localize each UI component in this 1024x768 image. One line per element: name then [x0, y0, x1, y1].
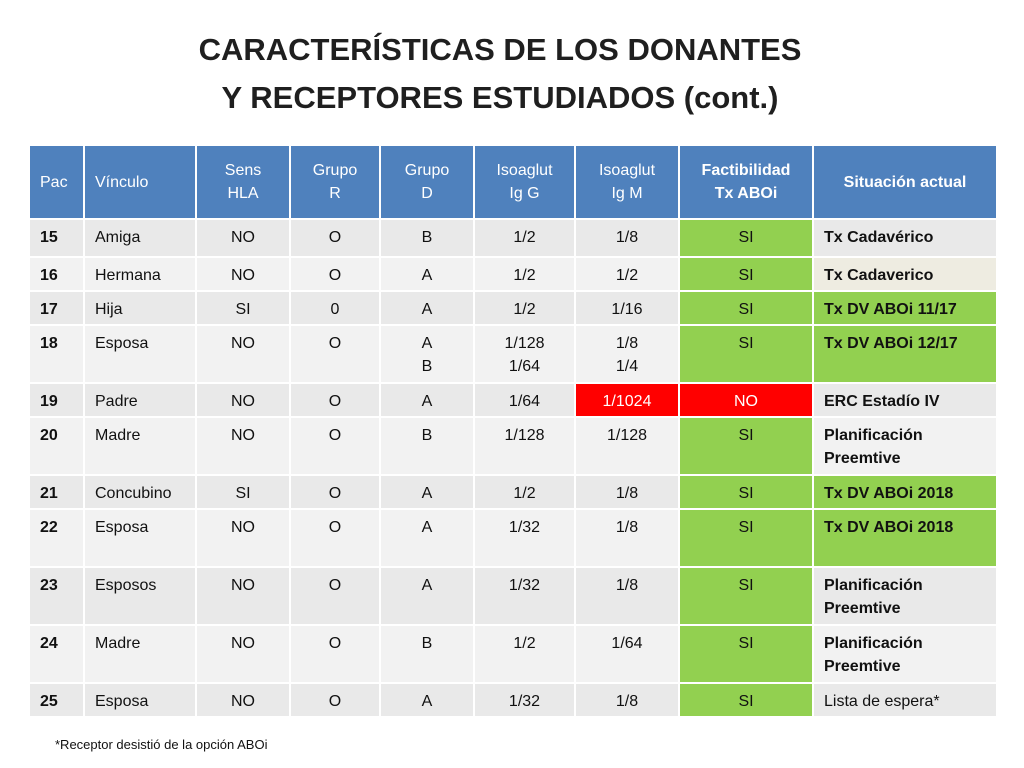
cell-vinculo: Esposa: [84, 509, 196, 567]
cell-situacion: [813, 417, 997, 475]
cell-isoaglut-igm-line: 1/8: [615, 485, 639, 502]
cell-grupo-d: [380, 383, 474, 417]
cell-grupo-d: [380, 325, 474, 383]
cell-isoaglut-igg-line: 1/128: [504, 335, 545, 352]
cell-vinculo: Madre: [84, 417, 196, 475]
cell-grupo-d: [380, 219, 474, 257]
cell-isoaglut-igg: [474, 683, 575, 717]
cell-grupo-d-line: B: [421, 427, 433, 444]
cell-situacion-line: Planificación: [824, 577, 923, 594]
header-isoaglut-igg: [474, 145, 575, 219]
header-vinculo: Vínculo: [84, 145, 196, 219]
donors-receptors-table: [28, 144, 998, 718]
cell-grupo-r: O: [290, 567, 380, 625]
cell-grupo-r: O: [290, 257, 380, 291]
cell-factibilidad: SI: [679, 567, 813, 625]
cell-isoaglut-igg: [474, 383, 575, 417]
cell-sens-hla: NO: [196, 509, 290, 567]
cell-isoaglut-igm: [575, 291, 679, 325]
table-row: [29, 325, 997, 383]
header-sens-hla: [196, 145, 290, 219]
cell-situacion: [813, 475, 997, 509]
cell-factibilidad: SI: [679, 219, 813, 257]
cell-situacion: [813, 219, 997, 257]
cell-isoaglut-igm: [575, 509, 679, 567]
header-factibilidad: [679, 145, 813, 219]
cell-grupo-r: O: [290, 417, 380, 475]
cell-pac: 19: [29, 383, 84, 417]
cell-vinculo: Esposa: [84, 683, 196, 717]
cell-grupo-d: [380, 291, 474, 325]
cell-pac: 15: [29, 219, 84, 257]
cell-isoaglut-igg-line: 1/128: [504, 427, 545, 444]
cell-grupo-d: [380, 625, 474, 683]
cell-vinculo: Esposos: [84, 567, 196, 625]
cell-situacion-line: Tx Cadavérico: [824, 229, 934, 246]
title-line-2: Y RECEPTORES ESTUDIADOS (cont.): [221, 80, 779, 115]
cell-situacion-line: Planificación: [824, 427, 923, 444]
header-grupod-l1: Grupo: [404, 162, 450, 179]
cell-grupo-d: [380, 567, 474, 625]
cell-vinculo: Esposa: [84, 325, 196, 383]
cell-isoaglut-igg-line: 1/32: [508, 693, 541, 710]
cell-pac: 24: [29, 625, 84, 683]
header-grupo-d: [380, 145, 474, 219]
cell-isoaglut-igg-line: 1/32: [508, 577, 541, 594]
cell-grupo-d-line: B: [421, 635, 433, 652]
cell-situacion: [813, 325, 997, 383]
cell-isoaglut-igm-line: 1/8: [615, 519, 639, 536]
header-pac: Pac: [29, 145, 84, 219]
cell-grupo-d-line: A: [421, 393, 433, 410]
cell-isoaglut-igm: [575, 383, 679, 417]
header-igm-l2: Ig M: [611, 185, 643, 202]
cell-isoaglut-igg-line: 1/2: [513, 229, 536, 246]
cell-isoaglut-igg-line: 1/32: [508, 519, 541, 536]
cell-grupo-r: O: [290, 509, 380, 567]
cell-situacion-line: Tx DV ABOi 12/17: [824, 335, 958, 352]
cell-factibilidad: SI: [679, 417, 813, 475]
cell-sens-hla: NO: [196, 219, 290, 257]
cell-situacion: [813, 567, 997, 625]
header-fact-l1: Factibilidad: [701, 162, 791, 179]
cell-vinculo: Madre: [84, 625, 196, 683]
cell-situacion-line: Preemtive: [824, 658, 901, 675]
cell-grupo-r: O: [290, 325, 380, 383]
cell-factibilidad: SI: [679, 291, 813, 325]
cell-grupo-d-line: B: [421, 229, 433, 246]
cell-grupo-r: O: [290, 383, 380, 417]
cell-isoaglut-igm-line: 1/1024: [602, 393, 652, 410]
header-grupor-l1: Grupo: [312, 162, 358, 179]
cell-isoaglut-igg-line: 1/64: [508, 358, 541, 375]
cell-sens-hla: NO: [196, 325, 290, 383]
cell-situacion-line: Tx DV ABOi 2018: [824, 485, 954, 502]
cell-situacion-line: Preemtive: [824, 600, 901, 617]
cell-factibilidad: SI: [679, 475, 813, 509]
cell-situacion: [813, 683, 997, 717]
cell-sens-hla: NO: [196, 625, 290, 683]
cell-isoaglut-igm: [575, 567, 679, 625]
cell-situacion-line: Lista de espera*: [824, 693, 940, 710]
header-sens-l1: Sens: [224, 162, 262, 179]
table-row: [29, 509, 997, 567]
table-row: [29, 625, 997, 683]
cell-pac: 25: [29, 683, 84, 717]
header-fact-l2: Tx ABOi: [714, 185, 778, 202]
cell-pac: 21: [29, 475, 84, 509]
cell-isoaglut-igg-line: 1/2: [513, 635, 536, 652]
cell-isoaglut-igm-line: 1/16: [611, 301, 643, 318]
cell-situacion-line: Tx Cadaverico: [824, 267, 934, 284]
header-sens-l2: HLA: [227, 185, 259, 202]
slide-title: [0, 26, 1000, 122]
cell-sens-hla: SI: [196, 291, 290, 325]
cell-sens-hla: NO: [196, 567, 290, 625]
cell-isoaglut-igg: [474, 325, 575, 383]
cell-pac: 16: [29, 257, 84, 291]
table-row: [29, 383, 997, 417]
cell-isoaglut-igm-line: 1/2: [615, 267, 639, 284]
cell-grupo-r: O: [290, 475, 380, 509]
cell-sens-hla: NO: [196, 683, 290, 717]
table-row: [29, 567, 997, 625]
header-grupo-r: [290, 145, 380, 219]
cell-situacion-line: Tx DV ABOi 2018: [824, 519, 954, 536]
cell-sens-hla: NO: [196, 383, 290, 417]
cell-vinculo: Padre: [84, 383, 196, 417]
header-igg-l1: Isoaglut: [496, 162, 553, 179]
cell-grupo-d-line: A: [421, 519, 433, 536]
cell-isoaglut-igm: [575, 325, 679, 383]
table-row: [29, 291, 997, 325]
cell-pac: 17: [29, 291, 84, 325]
cell-isoaglut-igm-line: 1/8: [615, 335, 639, 352]
cell-isoaglut-igg-line: 1/2: [513, 267, 536, 284]
cell-grupo-d-line: A: [421, 335, 433, 352]
cell-isoaglut-igg: [474, 625, 575, 683]
title-line-1: CARACTERÍSTICAS DE LOS DONANTES: [198, 32, 802, 67]
cell-factibilidad: NO: [679, 383, 813, 417]
cell-grupo-d: [380, 509, 474, 567]
cell-sens-hla: NO: [196, 417, 290, 475]
cell-isoaglut-igg: [474, 291, 575, 325]
table-header-row: [29, 145, 997, 219]
header-situacion: Situación actual: [813, 145, 997, 219]
cell-vinculo: Hermana: [84, 257, 196, 291]
cell-grupo-d: [380, 475, 474, 509]
cell-situacion: [813, 509, 997, 567]
cell-isoaglut-igg-line: 1/2: [513, 301, 536, 318]
cell-situacion-line: Preemtive: [824, 450, 901, 467]
cell-isoaglut-igm-line: 1/4: [615, 358, 639, 375]
header-igm-l1: Isoaglut: [598, 162, 656, 179]
cell-grupo-r: O: [290, 683, 380, 717]
cell-grupo-d: [380, 257, 474, 291]
header-isoaglut-igm: [575, 145, 679, 219]
header-grupor-l2: R: [329, 185, 341, 202]
cell-isoaglut-igm: [575, 475, 679, 509]
cell-isoaglut-igm: [575, 219, 679, 257]
cell-isoaglut-igm: [575, 417, 679, 475]
cell-grupo-d-line: A: [421, 267, 433, 284]
cell-isoaglut-igg-line: 1/2: [513, 485, 536, 502]
cell-isoaglut-igm-line: 1/8: [615, 577, 639, 594]
cell-situacion: [813, 291, 997, 325]
cell-isoaglut-igg: [474, 219, 575, 257]
cell-isoaglut-igg-line: 1/64: [508, 393, 541, 410]
cell-isoaglut-igm: [575, 683, 679, 717]
cell-grupo-r: O: [290, 219, 380, 257]
cell-isoaglut-igm-line: 1/64: [611, 635, 643, 652]
cell-vinculo: Amiga: [84, 219, 196, 257]
cell-factibilidad: SI: [679, 325, 813, 383]
cell-pac: 20: [29, 417, 84, 475]
cell-isoaglut-igm: [575, 257, 679, 291]
cell-isoaglut-igg: [474, 567, 575, 625]
footnote: *Receptor desistió de la opción ABOi: [55, 737, 268, 752]
cell-situacion-line: Planificación: [824, 635, 923, 652]
cell-sens-hla: NO: [196, 257, 290, 291]
cell-situacion-line: ERC Estadío IV: [824, 393, 940, 410]
cell-vinculo: Hija: [84, 291, 196, 325]
cell-grupo-d: [380, 683, 474, 717]
cell-isoaglut-igg: [474, 257, 575, 291]
cell-pac: 23: [29, 567, 84, 625]
cell-factibilidad: SI: [679, 509, 813, 567]
cell-grupo-d: [380, 417, 474, 475]
cell-isoaglut-igg: [474, 509, 575, 567]
cell-isoaglut-igm-line: 1/8: [615, 693, 639, 710]
header-grupod-l2: D: [421, 185, 433, 202]
cell-grupo-d-line: A: [421, 301, 433, 318]
cell-grupo-d-line: A: [421, 485, 433, 502]
cell-grupo-d-line: A: [421, 577, 433, 594]
cell-situacion: [813, 625, 997, 683]
table-row: [29, 475, 997, 509]
cell-grupo-d-line: A: [421, 693, 433, 710]
cell-isoaglut-igg: [474, 417, 575, 475]
cell-isoaglut-igg: [474, 475, 575, 509]
table-row: [29, 219, 997, 257]
cell-grupo-r: 0: [290, 291, 380, 325]
cell-vinculo: Concubino: [84, 475, 196, 509]
table-body: [29, 219, 997, 717]
table-row: [29, 683, 997, 717]
cell-pac: 18: [29, 325, 84, 383]
cell-factibilidad: SI: [679, 683, 813, 717]
table-row: [29, 257, 997, 291]
cell-sens-hla: SI: [196, 475, 290, 509]
cell-factibilidad: SI: [679, 257, 813, 291]
table-row: [29, 417, 997, 475]
cell-situacion: [813, 257, 997, 291]
cell-grupo-d-line: B: [421, 358, 433, 375]
cell-situacion: [813, 383, 997, 417]
cell-grupo-r: O: [290, 625, 380, 683]
cell-isoaglut-igm: [575, 625, 679, 683]
cell-situacion-line: Tx DV ABOi 11/17: [824, 301, 957, 318]
cell-pac: 22: [29, 509, 84, 567]
cell-factibilidad: SI: [679, 625, 813, 683]
cell-isoaglut-igm-line: 1/8: [615, 229, 639, 246]
cell-isoaglut-igm-line: 1/128: [606, 427, 648, 444]
header-igg-l2: Ig G: [509, 185, 540, 202]
